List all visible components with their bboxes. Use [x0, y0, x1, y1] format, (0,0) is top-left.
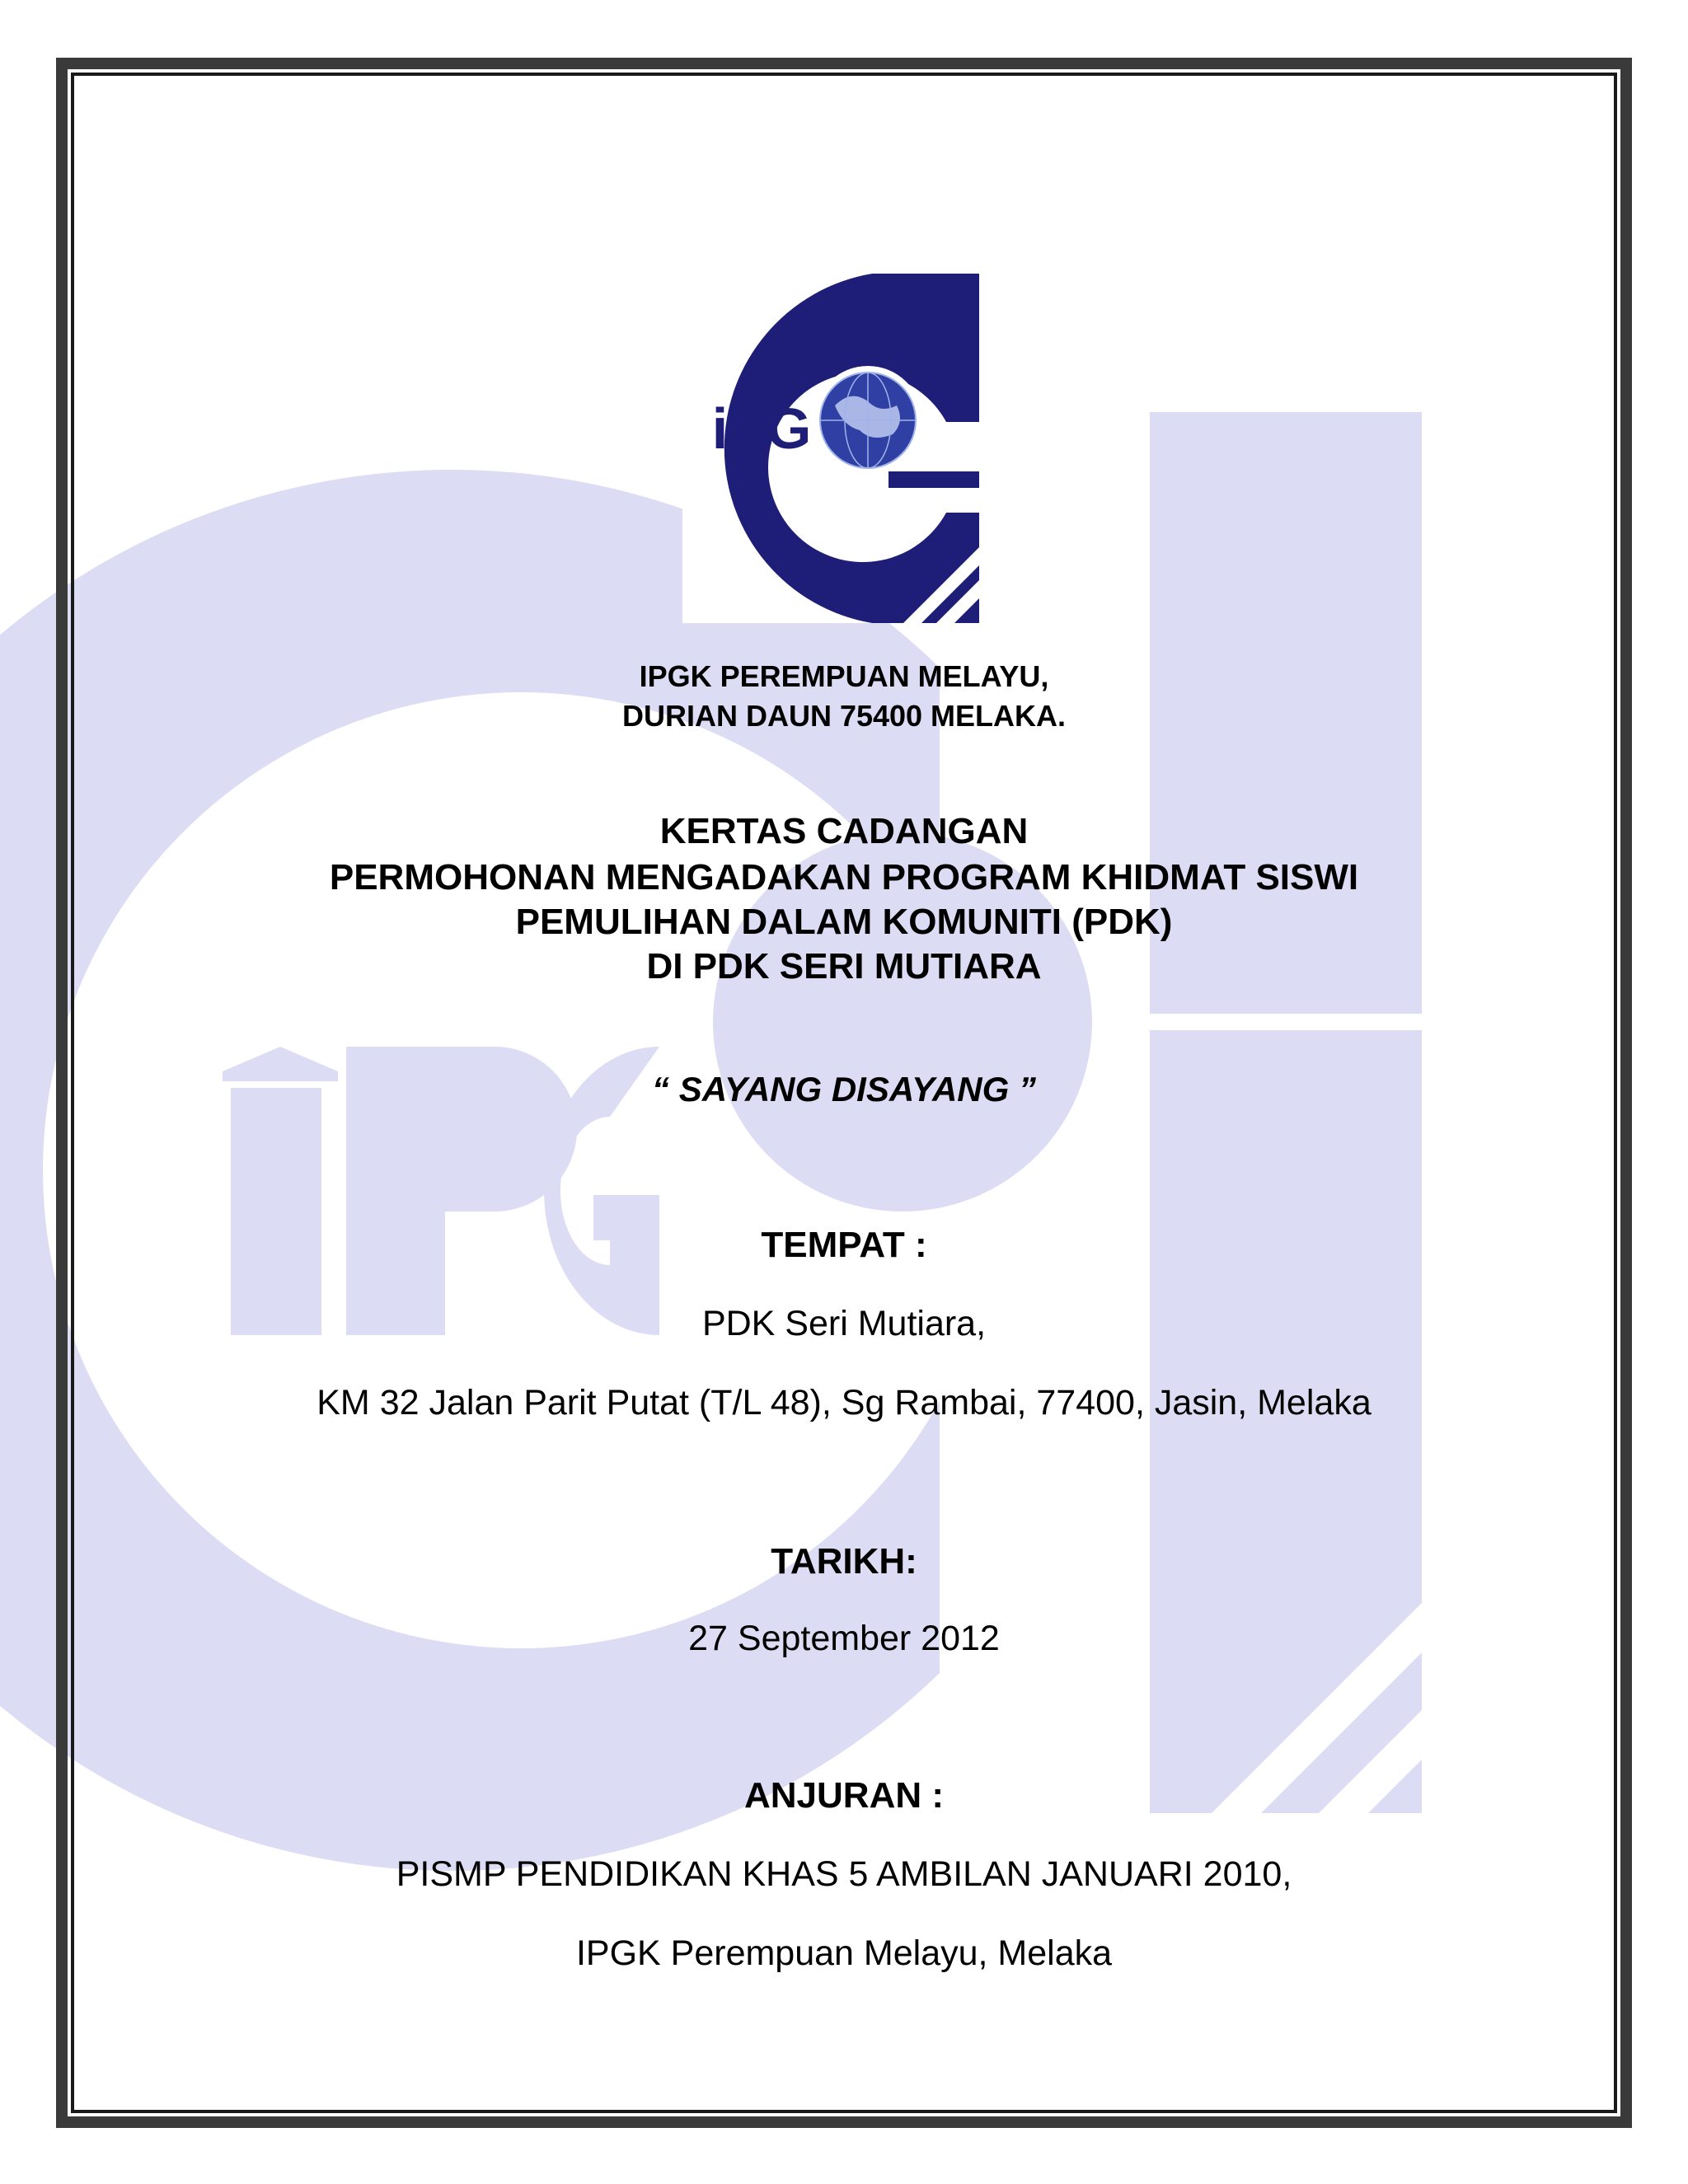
date-label: TARIKH: — [771, 1541, 917, 1582]
organizer-line-2: IPGK Perempuan Melayu, Melaka — [575, 1933, 1113, 1973]
date-value: 27 September 2012 — [688, 1619, 1000, 1658]
logo-text: iPG — [711, 396, 812, 461]
title-line-1: KERTAS CADANGAN — [659, 811, 1029, 851]
institution-line-1: IPGK PEREMPUAN MELAYU, — [639, 659, 1049, 693]
institution-line-2: DURIAN DAUN 75400 MELAKA. — [621, 699, 1067, 733]
venue-line-1: PDK Seri Mutiara, — [701, 1304, 987, 1343]
organizer-line-1: PISMP PENDIDIKAN KHAS 5 AMBILAN JANUARI 2010, — [396, 1854, 1292, 1894]
organizer-label: ANJURAN : — [744, 1775, 944, 1816]
venue-line-2: KM 32 Jalan Parit Putat (T/L 48), Sg Rambai, 77400, Jasin, Melaka — [316, 1383, 1372, 1422]
title-line-3: PEMULIHAN DALAM KOMUNITI (PDK) — [515, 902, 1173, 942]
tagline: “ SAYANG DISAYANG ” — [652, 1070, 1036, 1108]
venue-label: TEMPAT : — [761, 1225, 927, 1265]
title-line-2: PERMOHONAN MENGADAKAN PROGRAM KHIDMAT SISWI — [329, 857, 1359, 898]
title-line-4: DI PDK SERI MUTIARA — [646, 946, 1042, 987]
ipg-logo — [682, 274, 981, 623]
